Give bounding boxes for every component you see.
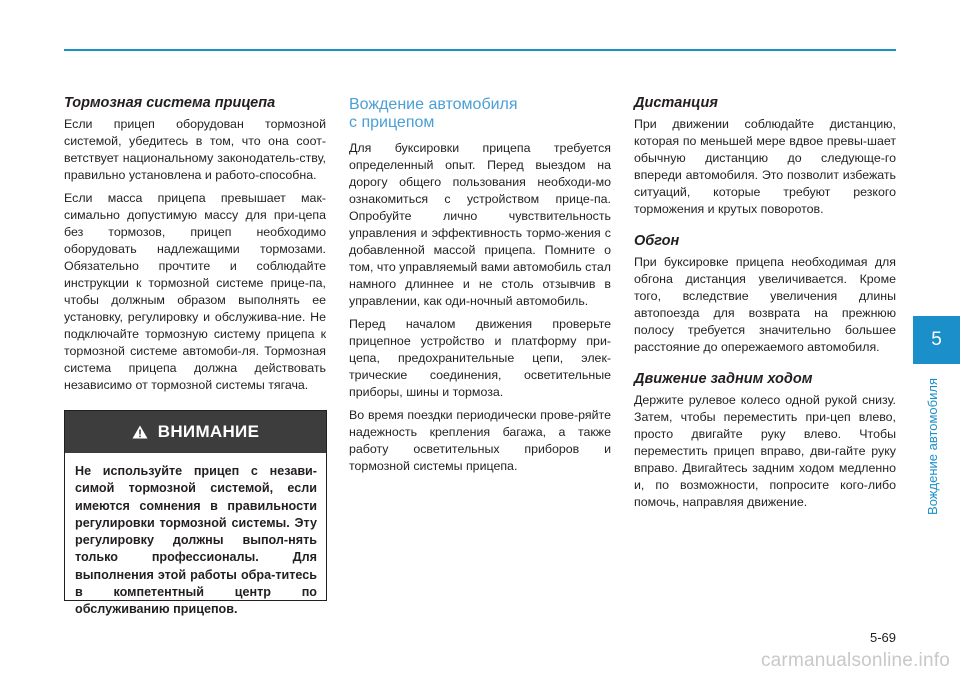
page-number: 5-69: [869, 630, 896, 645]
section-heading-line: Вождение автомобиля: [349, 96, 518, 113]
warning-box: [64, 410, 327, 617]
chapter-tab[interactable]: 5: [913, 316, 960, 364]
paragraph: Для буксировки прицепа требуется определенный опыт. Перед выездом на дорогу общего пользования необходи-мо ознакомиться с устройством прице-па. Опробуйте лично чувствительность управления и эффективность тормо-жения с добавленной массой прицепа. Помните о том, что управляемый вами автомобиль стал намного длиннее и не столь отзывчив в управлении, как оди-ночный автомобиль.: [349, 141, 612, 308]
overtaking-heading: Обгон: [634, 233, 680, 249]
paragraph: При движении соблюдайте дистанцию, которая по меньшей мере вдвое превы-шает обычную дистанцию до следующе-го впереди автомобиля. Это позволит избежать ситуаций, которые требуют резкого торможения и крутых поворотов.: [634, 117, 896, 216]
trailer-brakes-heading: Тормозная система прицепа: [64, 95, 276, 111]
paragraph: Если масса прицепа превышает мак-симально допустимую массу для при-цепа без тормозов, прицеп необходимо оборудовать надлежащими тормозами. Обязательно прочтите и соблюдайте инструкции к тормозной системе прице-па, чтобы должным образом выполнять ее установку, регулировку и обслужива-ние. Не подключайте тормозную систему прицепа к тормозной системе автомоби-ля. Тормозная система прицепа должна действовать независимо от тормозной системы тягача.: [64, 191, 326, 392]
warning-text: Не используйте прицеп с незави-симой тормозной системой, если имеются сомнения в правильности регулировки тормозной системы. Эту регулировку должны выпол-нять только профессионалы. Для выполнения этой работы обра-титесь в компетентный центр по обслуживанию прицепов.: [75, 464, 317, 617]
paragraph: Если прицеп оборудован тормозной системой, убедитесь в том, что она соот-ветствует национальному законодатель-ству, правильно установлена и работо-способна.: [64, 117, 326, 182]
distance-heading: Дистанция: [634, 95, 718, 111]
chapter-title: Вождение автомобиля: [924, 377, 940, 515]
warning-header: [65, 411, 326, 453]
section-heading-line: с прицепом: [349, 114, 435, 131]
paragraph: При буксировке прицепа необходимая для обгона дистанция увеличивается. Кроме того, вследствие увеличения длины автопоезда для возврата на прежнюю полосу требуется значительно большее расстояние до опережаемого автомобиля.: [634, 255, 896, 354]
warning-title: ВНИМАНИЕ: [157, 422, 260, 441]
warning-triangle-icon: [132, 425, 148, 439]
top-rule: [64, 49, 896, 51]
column-middle: [349, 94, 611, 481]
paragraph: Во время поездки периодически прове-ряйте надежность крепления багажа, а также работу осветительных приборов и тормозной системы прицепа.: [349, 408, 611, 473]
section-heading: [349, 96, 611, 132]
column-right: [634, 94, 896, 517]
chapter-label: [921, 371, 943, 521]
paragraph: Держите рулевое колесо одной рукой снизу. Затем, чтобы переместить при-цеп влево, просто двигайте руку влево. Чтобы переместить прицеп вправо, дви-гайте руку вправо. Двигайтесь задним ходом медленно и, по возможности, попросите кого-либо помочь, направляя движение.: [634, 393, 896, 509]
watermark: carmanualsonline.info: [760, 650, 950, 671]
paragraph: Перед началом движения проверьте прицепное устройство и платформу при-цепа, предохранительные цепи, элек-трические соединения, осветительные приборы, шины и тормоза.: [349, 317, 611, 399]
reversing-heading: Движение задним ходом: [634, 371, 813, 387]
column-left: [64, 94, 326, 400]
